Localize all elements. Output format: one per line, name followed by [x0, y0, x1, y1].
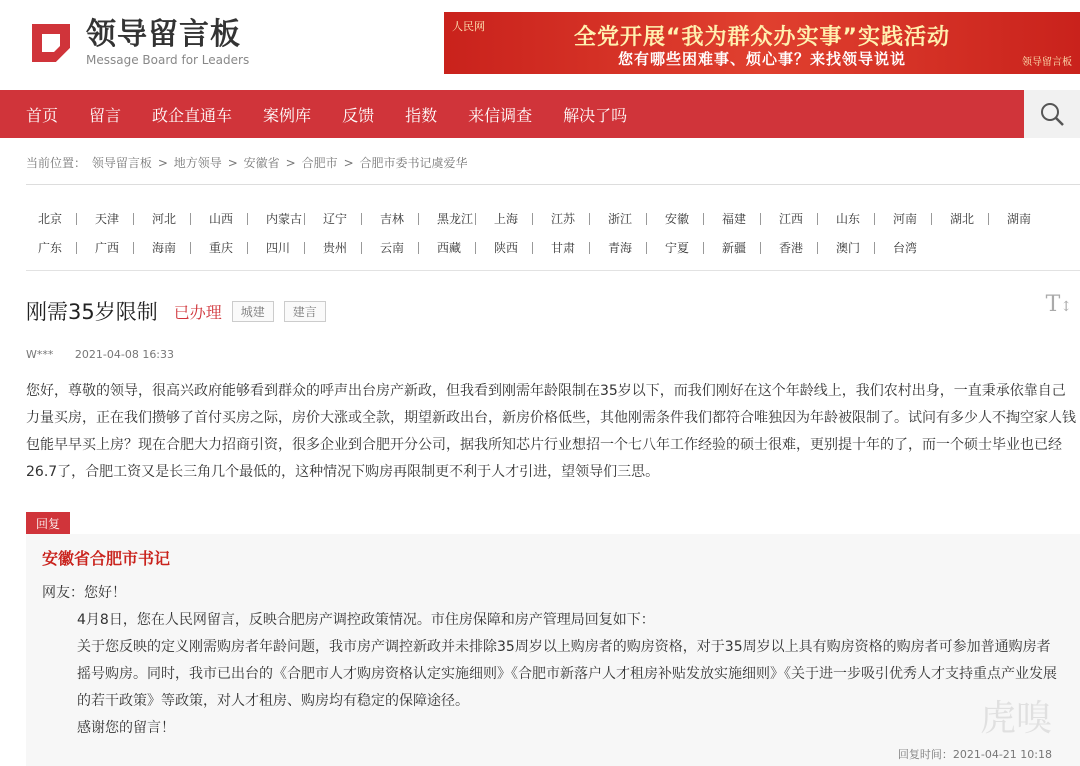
reply-box: [26, 534, 1080, 766]
logo-subtitle: Message Board for Leaders: [86, 53, 250, 67]
region-link[interactable]: 湖南: [1007, 212, 1032, 226]
breadcrumb-label: 当前位置：: [26, 156, 87, 170]
breadcrumb: 当前位置： 领导留言板 > 地方领导 > 安徽省 > 合肥市 > 合肥市委书记虞爱华: [26, 156, 468, 170]
region-link[interactable]: 云南: [370, 239, 427, 256]
breadcrumb-link[interactable]: 合肥市: [301, 156, 338, 170]
reply-paragraph: 4月8日，您在人民网留言，反映合肥房产调控政策情况。市住房保障和房产管理局回复如下：: [77, 612, 655, 628]
font-size-toggle-icon[interactable]: T↕: [1045, 292, 1072, 317]
divider: [26, 184, 1080, 185]
breadcrumb-link[interactable]: 地方领导: [173, 156, 222, 170]
search-icon: [1038, 100, 1066, 128]
divider: [26, 270, 1080, 271]
banner-subline: 您有哪些困难事、烦心事？来找领导说说: [617, 50, 906, 68]
region-link[interactable]: 广东: [28, 239, 85, 256]
nav-item-messages[interactable]: 留言: [89, 105, 122, 125]
status-badge: 已办理: [173, 302, 222, 322]
region-link[interactable]: 湖北: [940, 210, 997, 227]
region-link[interactable]: 西藏: [427, 239, 484, 256]
nav-item-resolved[interactable]: 解决了吗: [563, 105, 628, 125]
site-logo[interactable]: [26, 18, 249, 68]
region-link[interactable]: 天津: [85, 210, 142, 227]
region-link[interactable]: 重庆: [199, 239, 256, 256]
post-header: [26, 296, 326, 326]
logo-title: 领导留言板: [86, 17, 241, 52]
nav-item-feedback[interactable]: 反馈: [342, 105, 375, 125]
reply-tag: 回复: [26, 512, 70, 535]
region-link[interactable]: 浙江: [598, 210, 655, 227]
post-title: 刚需35岁限制: [26, 300, 158, 324]
post-author: W***: [26, 348, 54, 361]
nav-item-home[interactable]: 首页: [26, 105, 59, 125]
region-link[interactable]: 吉林: [370, 210, 427, 227]
reply-paragraph: 关于您反映的定义刚需购房者年龄问题，我市房产调控新政并未排除35周岁以上购房者的购房资格，对于35周岁以上具有购房资格的购房者可参加普通购房者摇号购房。同时，我市已出台的《合肥市人才购房资格认定实施细则》《合肥市新落户人才租房补贴发放实施细则》《关于进一步吸引优秀人才支持重点产业发展的若干政策》等政策，对人才租房、购房均有稳定的保障途径。: [77, 639, 1057, 709]
region-link[interactable]: 广西: [85, 239, 142, 256]
region-link[interactable]: 辽宁: [313, 210, 370, 227]
site-header: [0, 0, 1080, 90]
reply-time: 回复时间：2021-04-21 10:18: [897, 748, 1052, 761]
banner-headline: 全党开展“我为群众办实事”实践活动: [574, 25, 950, 50]
tag-badge[interactable]: 城建: [232, 301, 274, 322]
region-link[interactable]: 香港: [769, 239, 826, 256]
region-link[interactable]: 宁夏: [655, 239, 712, 256]
logo-mark-icon: [26, 18, 76, 68]
nav-item-index[interactable]: 指数: [405, 105, 438, 125]
region-link[interactable]: 台湾: [893, 241, 918, 255]
main-nav: [0, 90, 1080, 138]
region-list: [28, 204, 1080, 262]
tag-badge[interactable]: 建言: [284, 301, 326, 322]
nav-item-cases[interactable]: 案例库: [263, 105, 312, 125]
search-button[interactable]: [1024, 90, 1080, 138]
breadcrumb-link[interactable]: 领导留言板: [91, 156, 152, 170]
region-link[interactable]: 河南: [883, 210, 940, 227]
region-link[interactable]: 贵州: [313, 239, 370, 256]
post-meta: [26, 348, 192, 361]
region-link[interactable]: 海南: [142, 239, 199, 256]
region-link[interactable]: 河北: [142, 210, 199, 227]
nav-item-enterprise[interactable]: 政企直通车: [152, 105, 233, 125]
breadcrumb-current[interactable]: 合肥市委书记虞爱华: [359, 156, 468, 170]
reply-org: 安徽省合肥市书记: [42, 549, 171, 568]
region-link[interactable]: 北京: [28, 210, 85, 227]
region-link[interactable]: 江西: [769, 210, 826, 227]
region-link[interactable]: 甘肃: [541, 239, 598, 256]
post-time: 2021-04-08 16:33: [74, 348, 175, 361]
region-link[interactable]: 山西: [199, 210, 256, 227]
region-link[interactable]: 内蒙古: [256, 210, 313, 227]
campaign-banner[interactable]: [444, 12, 1080, 74]
region-link[interactable]: 山东: [826, 210, 883, 227]
nav-item-survey[interactable]: 来信调查: [468, 105, 533, 125]
watermark: 虎嗅: [979, 698, 1052, 739]
breadcrumb-link[interactable]: 安徽省: [243, 156, 280, 170]
region-link[interactable]: 黑龙江: [427, 210, 484, 227]
region-link[interactable]: 新疆: [712, 239, 769, 256]
region-link[interactable]: 江苏: [541, 210, 598, 227]
reply-greeting: 网友：您好！: [42, 585, 126, 601]
region-link[interactable]: 澳门: [826, 239, 883, 256]
reply-thanks: 感谢您的留言！: [77, 720, 175, 736]
region-link[interactable]: 上海: [484, 210, 541, 227]
post-body: 您好，尊敬的领导，很高兴政府能够看到群众的呼声出台房产新政，但我看到刚需年龄限制在35岁以下，而我们刚好在这个年龄线上，我们农村出身，一直秉承依靠自己力量买房，正在我们攒够了首付买房之际，房价大涨或全款，期望新政出台，新房价格低些，其他刚需条件我们都符合唯独因为年龄被限制了。试问有多少人不掏空家人钱包能早早买上房？现在合肥大力招商引资，很多企业到合肥开分公司，据我所知芯片行业想招一个七八年工作经验的硕士很难，更别提十年的了，而一个硕士毕业也已经26.7了，合肥工资又是长三角几个最低的，这种情况下购房再限制更不利于人才引进，望领导们三思。: [26, 383, 1076, 480]
region-link[interactable]: 青海: [598, 239, 655, 256]
region-link[interactable]: 福建: [712, 210, 769, 227]
region-link[interactable]: 安徽: [655, 210, 712, 227]
banner-source: 人民网: [452, 20, 485, 33]
reply-body: [42, 580, 1062, 742]
banner-brand: 领导留言板: [1022, 57, 1072, 68]
region-link[interactable]: 陕西: [484, 239, 541, 256]
region-link[interactable]: 四川: [256, 239, 313, 256]
